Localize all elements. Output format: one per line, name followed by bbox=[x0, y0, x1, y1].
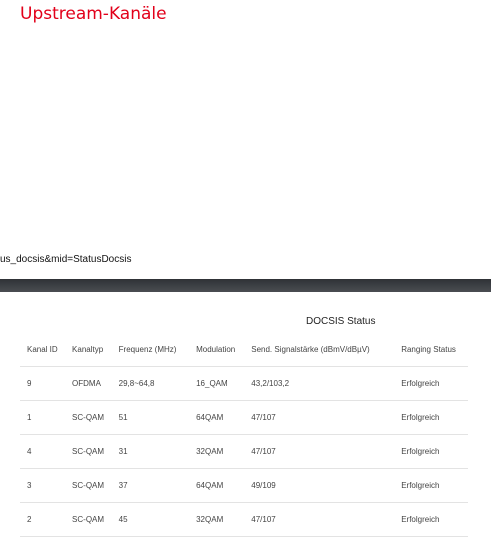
cell-signal-strength: 47/107 bbox=[244, 435, 394, 469]
table-row bbox=[20, 469, 468, 503]
cell-ranging-status: Erfolgreich bbox=[394, 367, 468, 401]
cell-signal-strength: 47/107 bbox=[244, 401, 394, 435]
cell-channel-type: SC-QAM bbox=[65, 435, 112, 469]
header-bar bbox=[0, 279, 491, 292]
column-header-channel-type: Kanaltyp bbox=[72, 344, 104, 354]
cell-frequency: 51 bbox=[112, 401, 189, 435]
table-row bbox=[20, 401, 468, 435]
cell-channel-type: SC-QAM bbox=[65, 401, 112, 435]
cell-ranging-status: Erfolgreich bbox=[394, 503, 468, 537]
table-header-row bbox=[20, 332, 468, 367]
column-header-ranging-status: Ranging Status bbox=[401, 344, 456, 354]
cell-channel-id: 2 bbox=[20, 503, 65, 537]
table-row bbox=[20, 435, 468, 469]
table-caption: DOCSIS Status bbox=[306, 316, 376, 327]
cell-ranging-status: Erfolgreich bbox=[394, 435, 468, 469]
cell-frequency: 45 bbox=[112, 503, 189, 537]
column-header-channel-id: Kanal ID bbox=[27, 344, 58, 354]
cell-channel-type: SC-QAM bbox=[65, 469, 112, 503]
column-header-frequency: Frequenz (MHz) bbox=[118, 344, 177, 354]
cell-modulation: 64QAM bbox=[189, 469, 244, 503]
url-text: us_docsis&mid=StatusDocsis bbox=[0, 254, 132, 265]
page-title: Upstream-Kanäle bbox=[20, 4, 167, 24]
cell-channel-type: OFDMA bbox=[65, 367, 112, 401]
cell-modulation: 16_QAM bbox=[189, 367, 244, 401]
cell-channel-id: 4 bbox=[20, 435, 65, 469]
table-row bbox=[20, 503, 468, 537]
cell-ranging-status: Erfolgreich bbox=[394, 401, 468, 435]
cell-signal-strength: 49/109 bbox=[244, 469, 394, 503]
cell-frequency: 37 bbox=[112, 469, 189, 503]
cell-ranging-status: Erfolgreich bbox=[394, 469, 468, 503]
cell-signal-strength: 43,2/103,2 bbox=[244, 367, 394, 401]
cell-channel-id: 3 bbox=[20, 469, 65, 503]
cell-signal-strength: 47/107 bbox=[244, 503, 394, 537]
cell-modulation: 64QAM bbox=[189, 401, 244, 435]
cell-frequency: 31 bbox=[112, 435, 189, 469]
column-header-modulation: Modulation bbox=[196, 344, 236, 354]
cell-channel-id: 1 bbox=[20, 401, 65, 435]
cell-channel-id: 9 bbox=[20, 367, 65, 401]
cell-channel-type: SC-QAM bbox=[65, 503, 112, 537]
cell-frequency: 29,8~64,8 bbox=[112, 367, 189, 401]
cell-modulation: 32QAM bbox=[189, 435, 244, 469]
column-header-signal-strength: Send. Signalstärke (dBmV/dBµV) bbox=[251, 344, 370, 354]
cell-modulation: 32QAM bbox=[189, 503, 244, 537]
upstream-channels-table bbox=[20, 332, 468, 537]
table-row bbox=[20, 367, 468, 401]
